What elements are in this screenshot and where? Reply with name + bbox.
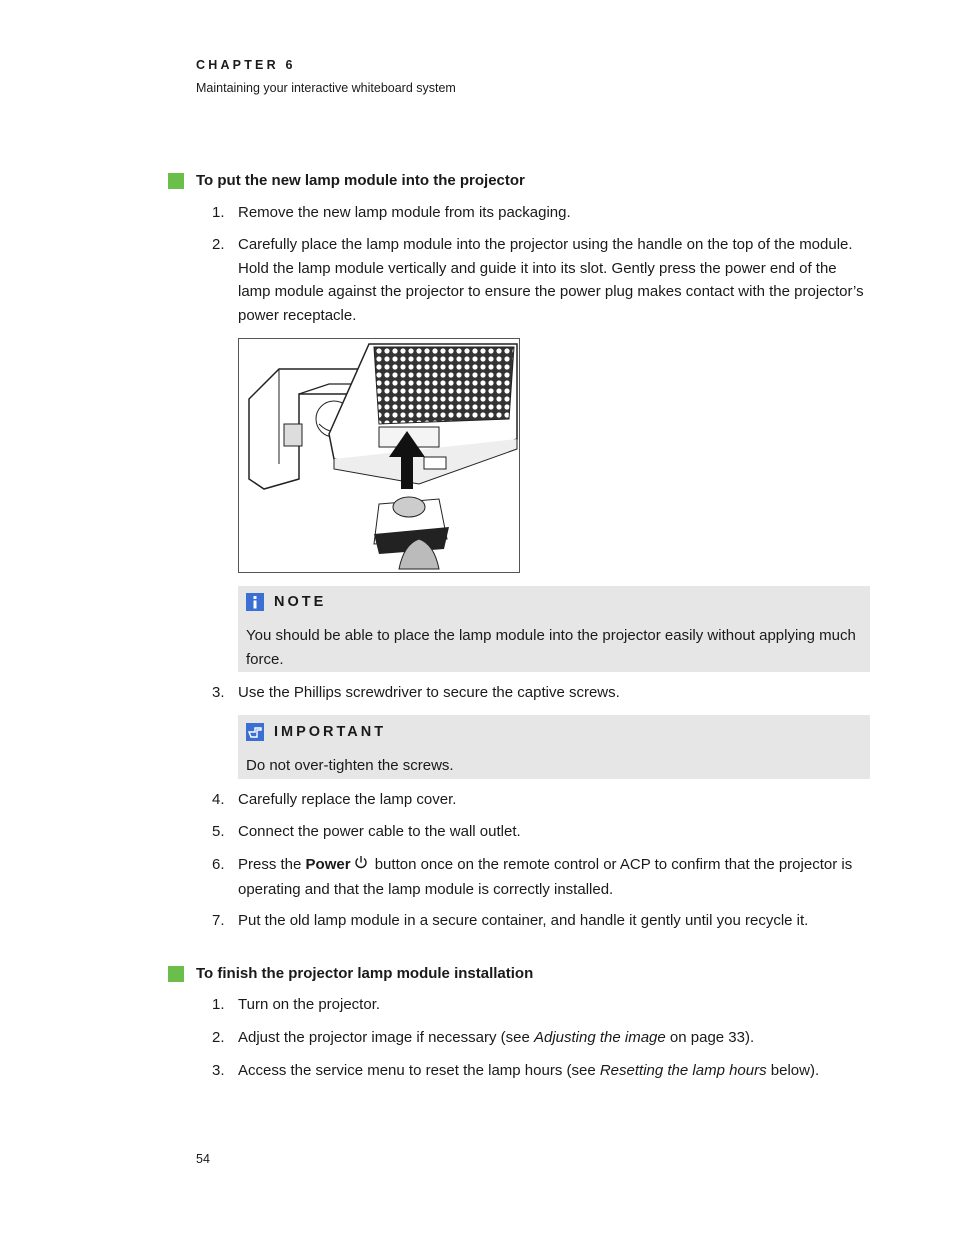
step-number: 4.	[212, 791, 225, 808]
step-number: 1.	[212, 204, 225, 221]
power-icon	[354, 854, 368, 878]
step-text	[238, 853, 872, 901]
pointing-hand-icon	[246, 723, 264, 741]
cross-reference-link[interactable]: Resetting the lamp hours	[599, 1062, 767, 1079]
step-text: Carefully place the lamp module into the projector using the handle on the top of the module. Hold the lamp module vertically and guide it into its slot. Gently press the power end of the lamp module against the projector to ensure the power plug makes contact with the projector’s power receptacle.	[238, 236, 864, 324]
important-callout	[238, 715, 870, 779]
list-item	[212, 788, 872, 812]
step-text-part: on page 33).	[665, 1029, 755, 1046]
step-text-part: Press the	[238, 856, 306, 873]
step-number: 6.	[212, 856, 225, 873]
section-heading-finish	[168, 965, 533, 982]
power-label: Power	[305, 856, 351, 873]
step-text: Remove the new lamp module from its packaging.	[238, 204, 571, 221]
step-number: 2.	[212, 1029, 225, 1046]
note-callout	[238, 586, 870, 672]
list-item	[212, 993, 872, 1017]
note-title: NOTE	[274, 594, 327, 610]
step-text-part: Adjust the projector image if necessary (see	[238, 1029, 534, 1046]
step-text-part: Access the service menu to reset the lamp hours (see	[238, 1062, 600, 1079]
step-number: 5.	[212, 823, 225, 840]
note-heading	[246, 593, 326, 611]
list-item	[212, 1059, 872, 1083]
cross-reference-link[interactable]: Adjusting the image	[533, 1029, 666, 1046]
step-text: Put the old lamp module in a secure container, and handle it gently until you recycle it.	[238, 912, 809, 929]
section-heading-install	[168, 172, 525, 189]
list-item	[212, 1026, 872, 1050]
step-text	[238, 1026, 872, 1050]
section-title: To finish the projector lamp module installation	[196, 965, 534, 982]
important-body: Do not over-tighten the screws.	[246, 757, 454, 774]
list-item	[212, 909, 872, 933]
step-text: Turn on the projector.	[238, 996, 381, 1013]
note-body: You should be able to place the lamp module into the projector easily without applying much force.	[246, 627, 856, 668]
info-icon	[246, 593, 264, 611]
chapter-label: CHAPTER 6	[196, 58, 296, 72]
step-number: 3.	[212, 1062, 225, 1079]
chapter-subtitle: Maintaining your interactive whiteboard system	[196, 81, 456, 95]
step-number: 7.	[212, 912, 225, 929]
list-item	[212, 853, 872, 901]
step-number: 2.	[212, 236, 225, 253]
list-item	[212, 233, 872, 327]
important-heading	[246, 723, 386, 741]
list-item	[212, 820, 872, 844]
step-text: Use the Phillips screwdriver to secure the captive screws.	[238, 684, 620, 701]
step-text	[238, 1059, 872, 1083]
step-text: Connect the power cable to the wall outlet.	[238, 823, 521, 840]
step-text: Carefully replace the lamp cover.	[238, 791, 457, 808]
step-text-part: button once on the remote control or ACP to confirm that the projector is operating and that the lamp module is correctly installed.	[238, 856, 853, 898]
list-item	[212, 681, 872, 705]
list-item	[212, 201, 872, 225]
green-square-icon	[168, 966, 184, 982]
step-text-part: below).	[766, 1062, 820, 1079]
step-number: 3.	[212, 684, 225, 701]
lamp-installation-illustration	[238, 338, 520, 573]
important-title: IMPORTANT	[274, 724, 387, 740]
page-number: 54	[196, 1152, 210, 1166]
green-square-icon	[168, 173, 184, 189]
step-number: 1.	[212, 996, 225, 1013]
section-title: To put the new lamp module into the projector	[196, 172, 525, 189]
